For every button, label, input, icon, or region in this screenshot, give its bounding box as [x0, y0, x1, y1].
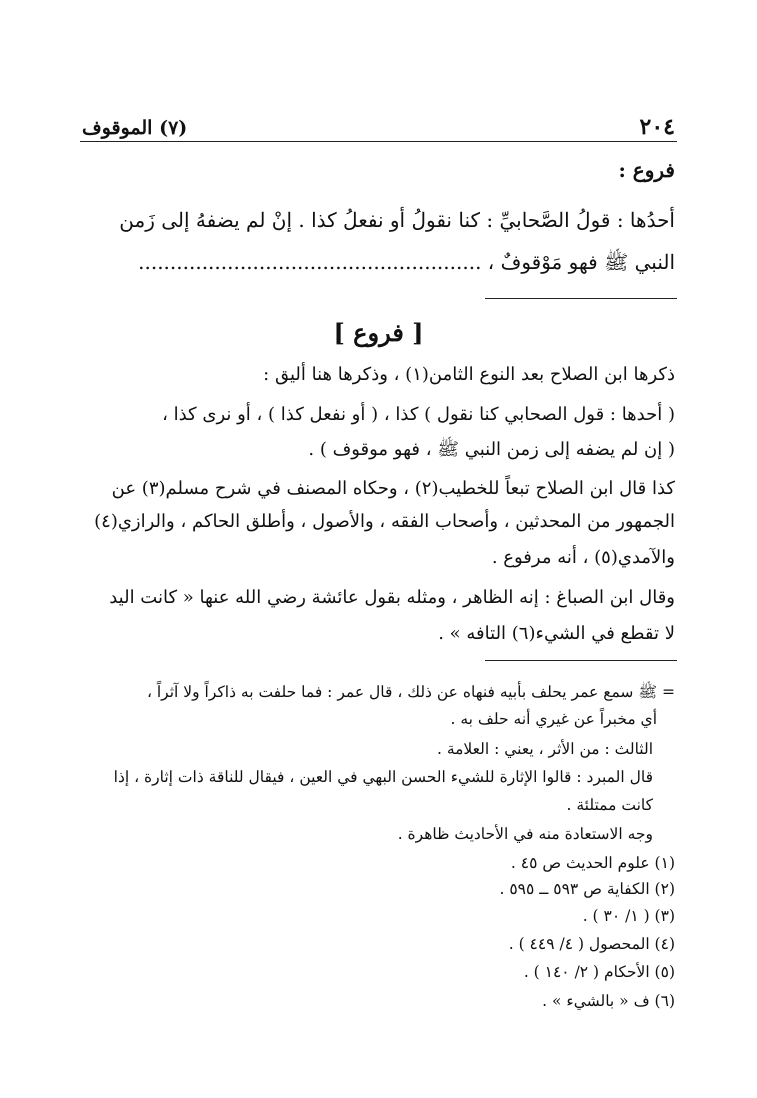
footnote-5: (٥) الأحكام ( ٢/ ١٤٠ ) . [523, 963, 675, 981]
matn-line-2: النبي ﷺ فهو مَوْقوفٌ ، ...................................................... [138, 250, 675, 274]
sharh-line-4: كذا قال ابن الصلاح تبعاً للخطيب(٢) ، وحكاه المصنف في شرح مسلم(٣) عن [111, 478, 675, 499]
footnote-6: (٦) ف « بالشيء » . [542, 992, 675, 1010]
sharh-line-7: وقال ابن الصباغ : إنه الظاهر ، ومثله بقول عائشة رضي الله عنها « كانت اليد [109, 587, 675, 608]
section-title: [ فروع ] [333, 318, 424, 347]
sharh-line-5: الجمهور من المحدثين ، وأصحاب الفقه ، والأصول ، وأطلق الحاكم ، والرازي(٤) [94, 511, 675, 532]
footnote-continuation-4: قال المبرد : قالوا الإثارة للشيء الحسن البهي في العين ، فيقال للناقة ذات إثارة ، إذا [113, 768, 653, 786]
footnote-continuation-5: كانت ممتلئة . [566, 796, 653, 814]
footnote-continuation-6: وجه الاستعادة منه في الأحاديث ظاهرة . [397, 825, 653, 843]
sharh-line-1: ذكرها ابن الصلاح بعد النوع الثامن(١) ، وذكرها هنا أليق : [263, 364, 675, 385]
matn-heading: فروع : [618, 158, 675, 182]
footnote-2: (٢) الكفاية ص ٥٩٣ ــ ٥٩٥ . [499, 880, 675, 898]
footnote-3: (٣) ( ١/ ٣٠ ) . [582, 907, 675, 925]
sharh-line-8: لا تقطع في الشيء(٦) التافه » . [438, 623, 675, 644]
chapter-title: (٧) الموقوف [82, 117, 188, 139]
page-number: ٢٠٤ [639, 114, 675, 140]
matn-line-1: أحدُها : قولُ الصَّحابيِّ : كنا نقولُ أو نفعلُ كذا . إنْ لم يضفهُ إلى زَمن [119, 208, 675, 232]
sharh-line-3: ( إن لم يضفه إلى زمن النبي ﷺ ، فهو موقوف ) . [308, 439, 675, 460]
matn-divider [485, 298, 677, 299]
sharh-line-6: والآمدي(٥) ، أنه مرفوع . [491, 547, 675, 568]
footnote-continuation-2: أي مخبراً عن غيري أنه حلف به . [450, 710, 657, 728]
footnote-4: (٤) المحصول ( ٤/ ٤٤٩ ) . [508, 935, 675, 953]
footnote-divider [485, 660, 677, 661]
footnote-continuation-1: = ﷺ سمع عمر يحلف بأبيه فنهاه عن ذلك ، قال عمر : فما حلفت به ذاكراً ولا آثراً ، [146, 683, 675, 701]
header-divider [80, 141, 677, 142]
footnote-continuation-3: الثالث : من الأثر ، يعني : العلامة . [436, 740, 653, 758]
sharh-line-2: ( أحدها : قول الصحابي كنا نقول ) كذا ، ( أو نفعل كذا ) ، أو نرى كذا ، [162, 404, 675, 425]
footnote-1: (١) علوم الحديث ص ٤٥ . [510, 854, 675, 872]
